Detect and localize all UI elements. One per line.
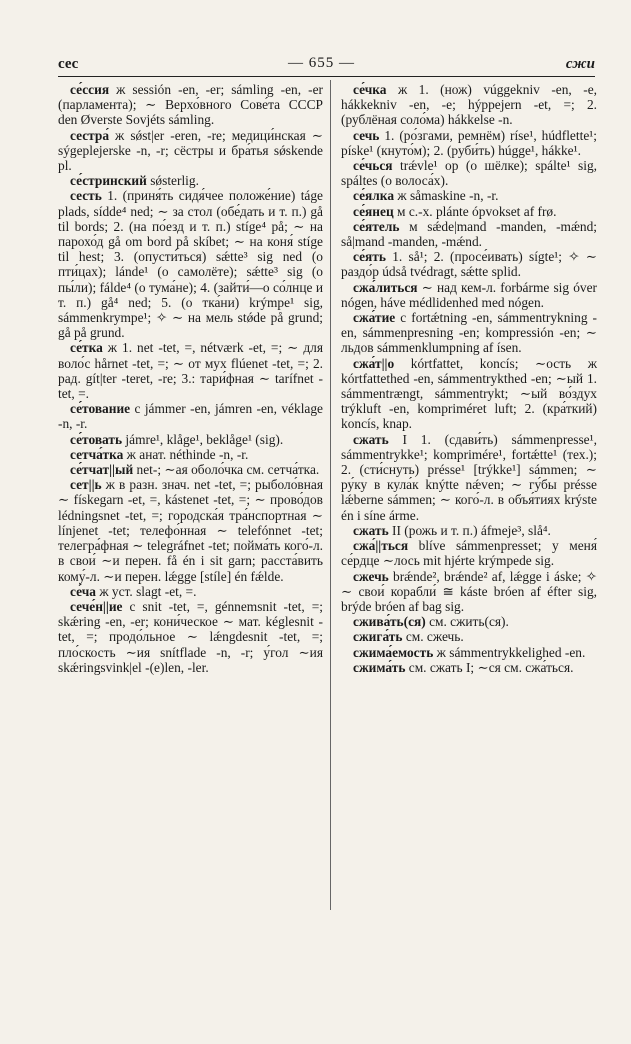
dictionary-entry <box>58 340 323 401</box>
dictionary-entry <box>341 158 597 188</box>
dictionary-entry <box>58 477 323 583</box>
entry-headword: сжа́||ться <box>353 538 409 554</box>
entry-definition: м с.-х. plánte ópvokset af frø. <box>393 203 557 219</box>
entry-headword: сжа́т||о <box>353 355 395 371</box>
entry-headword: се́ялка <box>353 188 395 204</box>
entry-headword: сжать <box>353 522 389 538</box>
entry-definition: ж sessión -en, -er; sámling -en, -er (парламента); ∼ Верхо́вного Сове́та СССР den Øverste Sovjéts sámling. <box>58 82 323 128</box>
dictionary-entry <box>341 645 597 660</box>
dictionary-entry <box>341 204 597 219</box>
entry-definition: net-; ∼ая оболо́чка см. сетча́тка. <box>133 462 320 478</box>
entry-headword: сестра́ <box>70 127 110 143</box>
entry-headword: сече́н||ие <box>70 598 123 614</box>
column-divider <box>330 80 331 910</box>
entry-headword: се́тование <box>70 401 131 417</box>
dictionary-entry <box>341 432 597 523</box>
entry-headword: сечь <box>353 127 380 143</box>
entry-headword: се́ча <box>70 583 96 599</box>
dictionary-entry <box>58 599 323 675</box>
dictionary-entry <box>341 538 597 568</box>
entry-definition: 1. så¹; 2. (просе́ивать) sígte¹; ✧ ∼ раздо́р údså tvédragt, sǽtte splid. <box>341 249 597 280</box>
header-right-guide-word: сжи <box>565 56 595 72</box>
dictionary-entry <box>58 462 323 477</box>
entry-headword: се́стринский <box>70 173 147 189</box>
dictionary-entry <box>58 584 323 599</box>
entry-definition: ∼ над кем-л. forbárme sig óver nógen, háve médlidenhed med nógen. <box>341 279 597 310</box>
entry-headword: се́ятель <box>353 218 400 234</box>
entry-headword: сжа́литься <box>353 279 418 295</box>
entry-headword: сет||ь <box>70 477 102 493</box>
entry-definition: II (рожь и т. п.) áfmeje³, slå⁴. <box>388 522 551 538</box>
entry-headword: се́тчат||ый <box>70 462 134 478</box>
dictionary-entry <box>341 128 597 158</box>
entry-headword: се́ять <box>353 249 386 265</box>
entry-definition: см. сжечь. <box>402 629 464 645</box>
entry-definition: ж в разн. знач. net -tet, =; рыболо́вная ∼ fískegarn -et, =, kástenet -tet, =; ∼ прово́дов lédningsnet -tet, =; городска́я тра́нспортная ∼ línjenet -tet; телефо́нная ∼ telefónnet -tet; телегра́фная ∼ telegráfnet -tet; пойма́ть кого́-л. в свои́ ∼и перен. få én i sit garn; расста́вить кому́-л. ∼и перен. lǽgge [stíle] én fǽlde. <box>58 477 323 584</box>
entry-definition: м sǽde|mand -manden, -mǽnd; så|mand -manden, -mǽnd. <box>341 218 597 250</box>
entry-headword: сжа́тие <box>353 310 396 326</box>
entry-headword: сжига́ть <box>353 629 403 645</box>
entry-definition: brǽnde², brǽnde² af, lǽgge i áske; ✧ ∼ свои́ корабли́ ≅ káste bróen af éfter sig, brýde bróen af bag sig. <box>341 568 597 614</box>
entry-definition: kórtfattet, koncís; ∼ость ж kórtfattethed -en, sámmentrykthed -en; ∼ый 1. sámmentrængt, sámmentrykt; ∼ый во́здух trýkluft -en, kompriméret luft; 2. (кра́ткий) koncís, knap. <box>341 355 597 432</box>
entry-definition: ж sǿst|er -eren, -re; медици́нская ∼ sýgeplejerske -n, -r; сёстры и бра́тья sǿskende pl. <box>58 127 323 174</box>
entry-headword: сжечь <box>353 568 389 584</box>
entry-definition: blíve sámmenpresset; у меня́ се́рдце ∼лось mit hjérte krýmpede sig. <box>341 538 597 569</box>
entry-headword: се́янец <box>353 203 394 219</box>
entry-headword: сжима́емость <box>353 644 434 660</box>
entry-headword: сетча́тка <box>70 446 124 462</box>
entry-definition: ж уст. slagt -et, =. <box>95 583 197 599</box>
dictionary-entry <box>58 82 323 128</box>
page-header <box>58 52 595 74</box>
entry-headword: сжать <box>353 431 389 447</box>
dictionary-entry <box>341 660 597 675</box>
entry-headword: се́товать <box>70 431 123 447</box>
dictionary-entry <box>341 356 597 432</box>
dictionary-entry <box>58 401 323 431</box>
entry-definition: см. сжить(ся). <box>425 614 509 630</box>
entry-definition: с fortǽtning -en, sámmentrykning -en, sámmenpresning -en; kompressión -en; ∼ льдов sámmenklumpning af ísen. <box>341 310 597 356</box>
dictionary-entry <box>341 249 597 279</box>
entry-definition: I 1. (сдави́ть) sámmenpresse¹, sámmentrykke¹; komprimére¹, fortǽtte¹ (тех.); 2. (сти́снуть) présse¹ [trýkke¹] sámmen; ∼ ру́ку в кула́к knýtte nǽven; ∼ гу́бы présse lǽberne sámmen; ∼ кого́-л. в объя́тиях krýste én i síne árme. <box>341 431 597 523</box>
entry-definition: sǿsterlig. <box>146 173 199 189</box>
entry-definition: с jámmer -en, jámren -en, véklage -n, -r. <box>58 401 323 432</box>
header-left-guide-word: сес <box>58 56 79 72</box>
entry-headword: сжима́ть <box>353 659 406 675</box>
dictionary-entry <box>58 128 323 174</box>
entry-headword: се́чка <box>353 82 387 97</box>
entry-definition: trǽvle¹ op (о шёлке); spálte¹ sig, spáltes (о волоса́х). <box>341 158 597 189</box>
dictionary-entry <box>341 219 597 249</box>
dictionary-entry <box>58 173 323 188</box>
entry-headword: се́тка <box>70 340 103 356</box>
entry-definition: 1. (ро́згами, ремнём) ríse¹, húdflette¹; píske¹ (кнуто́м); 2. (руби́ть) húgge¹, hákke¹. <box>341 127 597 158</box>
entry-definition: ж анат. néthinde -n, -r. <box>123 446 249 462</box>
dictionary-entry <box>341 629 597 644</box>
entry-definition: ж såmaskine -n, -r. <box>394 188 499 204</box>
entry-definition: ж 1. (нож) vúggekniv -en, -e, hákkekniv -en, -e; hýppejern -et, =; 2. (рублёная соло́ма) hákkelse -n. <box>341 82 597 128</box>
entry-definition: ж 1. net -tet, =, nétværk -et, =; ∼ для воло́с hårnet -tet, =; ∼ от мух flúenet -tet, =; 2. рад. gít|ter -teret, -re; 3.: тари́фная ∼ tarífnet -tet, =. <box>58 340 323 402</box>
dictionary-entry <box>341 310 597 356</box>
dictionary-entry <box>341 188 597 203</box>
page-number: — 655 — <box>288 55 355 71</box>
entry-headword: сесть <box>70 188 102 204</box>
entry-headword: се́ссия <box>70 82 110 97</box>
entry-headword: се́чься <box>353 158 393 174</box>
dictionary-entry <box>58 432 323 447</box>
dictionary-entry <box>341 82 597 128</box>
entry-definition: см. сжать I; ∼ся см. сжа́ться. <box>405 659 574 675</box>
right-column <box>341 82 597 675</box>
dictionary-entry <box>341 523 597 538</box>
entry-definition: ж sámmentrykkelighed -en. <box>433 644 586 660</box>
entry-headword: сжива́ть(ся) <box>353 614 426 630</box>
dictionary-entry <box>341 569 597 615</box>
header-rule <box>58 76 595 77</box>
dictionary-entry <box>58 188 323 340</box>
entry-definition: 1. (приня́ть сидя́чее положе́ние) táge plads, sídde⁴ ned; ∼ за стол (обе́дать и т. п.) gå til bords; 2. (на по́езд и т. п.) stíge⁴ på; ∼ на парохо́д gå om bord på skíbet; ∼ на коня́ stíge til hest; 3. (опусти́ться) sǽtte³ sig ned (о пти́цах); lánde¹ (о самолёте); sǽtte³ sig (о пы́ли); fálde⁴ (о тума́не); 4. (зайти́—о со́лнце и т. п.) gå⁴ ned; 5. (о тка́ни) krýmpe¹ sig, sámmenkrympe¹; ✧ ∼ на мель stǿde på grund; gå på grund. <box>58 188 323 341</box>
entry-definition: с snit -tet, =, génnemsnit -tet, =; skǽring -en, -er; кони́ческое ∼ мат. kéglesnit -tet, =; продо́льное ∼ lǽngdesnit -tet, =; пло́скость ∼ия snítflade -n, -r; у́гол ∼ия skǽringsvink|el -(e)len, -ler. <box>58 598 323 675</box>
dictionary-entry <box>341 280 597 310</box>
dictionary-entry <box>58 447 323 462</box>
entry-definition: jámre¹, klåge¹, beklåge¹ (sig). <box>122 431 284 447</box>
dictionary-entry <box>341 614 597 629</box>
left-column <box>58 82 323 675</box>
